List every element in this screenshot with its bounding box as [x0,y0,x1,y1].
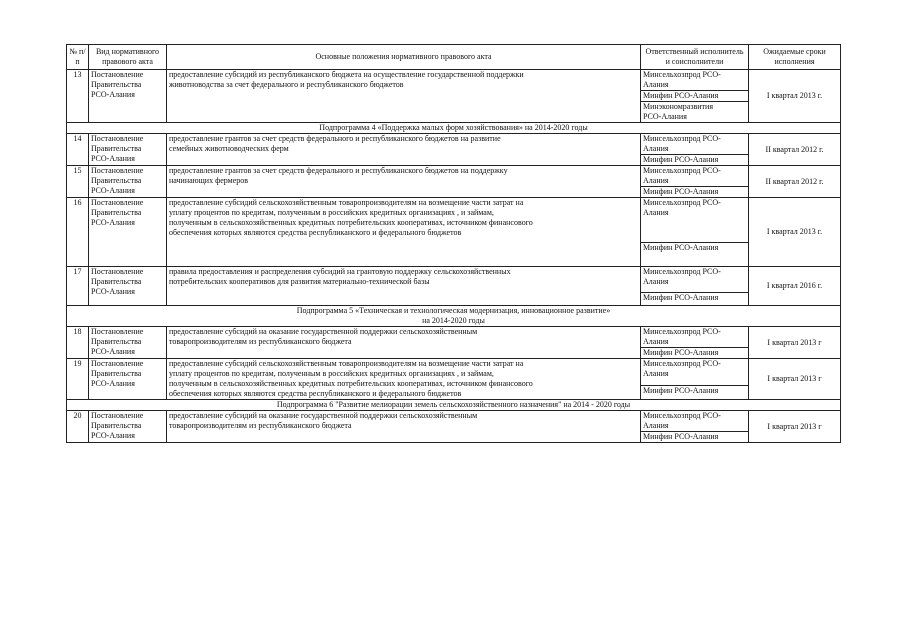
responsible-cell [641,267,749,293]
responsible-line: Минфин РСО-Алания [643,348,719,357]
table-row [67,198,841,243]
responsible-cell [641,70,749,91]
act-content-line: полученным в сельскохозяйственных кредитных потребительских кооперативах, источником финансового [169,379,533,388]
responsible-line: Алания [643,144,669,153]
subprogram-heading [67,123,841,134]
responsible-cell [641,91,749,102]
responsible-cell [641,198,749,243]
table-row [67,70,841,91]
responsible-line: РСО-Алания [643,112,687,121]
act-type-line: Постановление [91,198,144,207]
act-content-line: предоставление субсидий сельскохозяйственным товаропроизводителям на возмещение части затрат на [169,198,524,207]
act-content-cell [167,70,641,123]
responsible-cell [641,102,749,123]
act-content-line: уплату процентов по кредитам, полученным в российских кредитных организациях , и займам, [169,208,494,217]
responsible-line: Минсельхозпрод РСО- [643,327,721,336]
table-row [67,327,841,348]
responsible-cell [641,359,749,386]
act-type-line: Постановление [91,327,144,336]
act-type-line: РСО-Алания [91,186,135,195]
act-type-cell [89,166,167,198]
table-row [67,134,841,155]
act-type-cell [89,359,167,400]
act-content-line: предоставление субсидий сельскохозяйственным товаропроизводителям на возмещение части затрат на [169,359,524,368]
act-content-line: товаропроизводителям из республиканского бюджета [169,421,352,430]
act-type-line: РСО-Алания [91,379,135,388]
act-content-line: предоставление субсидий на оказание государственной поддержки сельскохозяйственным [169,327,478,336]
col-header-responsible: Ответственный исполнитель и соисполнители [641,45,749,70]
row-number: 15 [67,166,89,198]
act-content-line: обеспечения которых являются средства республиканского и федерального бюджетов [169,389,462,398]
act-content-line: предоставление субсидий на оказание государственной поддержки сельскохозяйственным [169,411,478,420]
table-row [67,267,841,293]
deadline-cell: I квартал 2016 г. [749,267,841,306]
responsible-line: Алания [643,277,669,286]
act-content-cell [167,198,641,267]
col-header-number: № п/п [67,45,89,70]
act-content-line: начинающих фермеров [169,176,249,185]
responsible-cell [641,187,749,198]
act-type-line: РСО-Алания [91,154,135,163]
act-content-line: потребительских кооперативов для развития материально-технической базы [169,277,430,286]
act-type-line: Постановление [91,70,144,79]
responsible-line: Минсельхозпрод РСО- [643,359,721,368]
act-content-line: уплату процентов по кредитам, полученным в российских кредитных организациях , и займам, [169,369,494,378]
act-type-cell [89,134,167,166]
act-content-line: полученным в сельскохозяйственных кредитных потребительских кооперативах, источником финансового [169,218,533,227]
responsible-line: Алания [643,208,669,217]
act-type-line: Правительства [91,421,142,430]
responsible-line: Минфин РСО-Алания [643,385,719,395]
responsible-line: Минфин РСО-Алания [643,243,719,253]
act-type-line: Правительства [91,144,142,153]
row-number: 17 [67,267,89,306]
responsible-cell [641,166,749,187]
act-type-line: Правительства [91,369,142,378]
act-type-line: РСО-Алания [91,218,135,227]
act-type-line: Правительства [91,208,142,217]
responsible-cell [641,155,749,166]
act-type-cell [89,70,167,123]
subprogram-heading-line: Подпрограмма 4 «Поддержка малых форм хозяйствования» на 2014-2020 годы [319,123,588,132]
table-row [67,411,841,432]
responsible-line: Алания [643,80,669,89]
col-header-act-content: Основные положения нормативного правового акта [167,45,641,70]
col-header-act-type: Вид нормативного правового акта [89,45,167,70]
responsible-line: Минфин РСО-Алания [643,292,719,302]
act-content-cell [167,166,641,198]
responsible-line: Минсельхозпрод РСО- [643,70,721,79]
subprogram-heading [67,400,841,411]
act-content-line: предоставление грантов за счет средств федерального и республиканского бюджетов на поддержку [169,166,508,175]
row-number: 13 [67,70,89,123]
act-type-line: Постановление [91,267,144,276]
subprogram-heading-row [67,306,841,327]
responsible-line: Минфин РСО-Алания [643,91,719,100]
act-content-line: предоставление субсидий из республиканского бюджета на осуществление государственной поддержки [169,70,524,79]
act-content-line: животноводства за счет федерального и республиканского бюджетов [169,80,404,89]
col-header-deadline: Ожидаемые сроки исполнения [749,45,841,70]
responsible-cell [641,134,749,155]
act-type-line: Правительства [91,80,142,89]
responsible-line: Минсельхозпрод РСО- [643,198,721,207]
table-body [67,70,841,443]
act-type-line: Правительства [91,277,142,286]
responsible-cell [641,348,749,359]
subprogram-heading-row [67,400,841,411]
row-number: 19 [67,359,89,400]
deadline-cell: II квартал 2012 г. [749,166,841,198]
responsible-line: Алания [643,421,669,430]
responsible-line: Минсельхозпрод РСО- [643,166,721,175]
responsible-line: Алания [643,176,669,185]
responsible-cell [641,385,749,399]
act-content-line: правила предоставления и распределения субсидий на грантовую поддержку сельскохозяйственных [169,267,511,276]
responsible-cell [641,411,749,432]
deadline-cell: I квартал 2013 г [749,411,841,443]
act-content-cell [167,327,641,359]
responsible-line: Минфин РСО-Алания [643,155,719,164]
act-content-line: предоставление грантов за счет средств федерального и республиканского бюджетов на развитие [169,134,501,143]
responsible-line: Минсельхозпрод РСО- [643,134,721,143]
act-type-line: Постановление [91,411,144,420]
subprogram-heading-line: Подпрограмма 5 «Техническая и технологическая модернизация, инновационное развитие» [296,306,611,315]
table-header-row [67,45,841,70]
row-number: 14 [67,134,89,166]
subprogram-heading-line: на 2014-2020 годы [422,316,485,325]
act-type-cell [89,327,167,359]
table-row [67,359,841,386]
act-content-cell [167,359,641,400]
responsible-line: Минэкономразвития [643,102,714,111]
row-number: 16 [67,198,89,267]
row-number: 20 [67,411,89,443]
deadline-cell: I квартал 2013 г [749,359,841,400]
deadline-cell: II квартал 2012 г. [749,134,841,166]
subprogram-heading-row [67,123,841,134]
act-type-line: Постановление [91,134,144,143]
responsible-cell [641,292,749,305]
act-type-cell [89,267,167,306]
responsible-line: Минфин РСО-Алания [643,432,719,441]
act-type-line: Правительства [91,176,142,185]
responsible-line: Минсельхозпрод РСО- [643,267,721,276]
act-content-cell [167,411,641,443]
regulatory-acts-table [66,44,841,443]
act-content-line: семейных животноводческих ферм [169,144,289,153]
act-content-line: обеспечения которых являются средства республиканского и федерального бюджетов [169,228,462,237]
deadline-cell: I квартал 2013 г [749,327,841,359]
deadline-cell: I квартал 2013 г. [749,70,841,123]
act-content-line: товаропроизводителям из республиканского бюджета [169,337,352,346]
row-number: 18 [67,327,89,359]
responsible-cell [641,243,749,267]
subprogram-heading-line: Подпрограмма 6 "Развитие мелиорации земель сельскохозяйственного назначения" на 2014 - 2020 годы [276,400,631,409]
deadline-cell: I квартал 2013 г. [749,198,841,267]
subprogram-heading [67,306,841,327]
act-type-line: РСО-Алания [91,287,135,296]
act-type-line: Постановление [91,166,144,175]
act-type-line: РСО-Алания [91,90,135,99]
responsible-cell [641,432,749,443]
act-type-cell [89,411,167,443]
act-type-line: РСО-Алания [91,431,135,440]
act-content-cell [167,134,641,166]
responsible-line: Минфин РСО-Алания [643,187,719,196]
table-row [67,166,841,187]
responsible-cell [641,327,749,348]
act-type-line: РСО-Алания [91,347,135,356]
act-content-cell [167,267,641,306]
responsible-line: Алания [643,369,669,378]
act-type-line: Постановление [91,359,144,368]
responsible-line: Минсельхозпрод РСО- [643,411,721,420]
act-type-cell [89,198,167,267]
act-type-line: Правительства [91,337,142,346]
responsible-line: Алания [643,337,669,346]
